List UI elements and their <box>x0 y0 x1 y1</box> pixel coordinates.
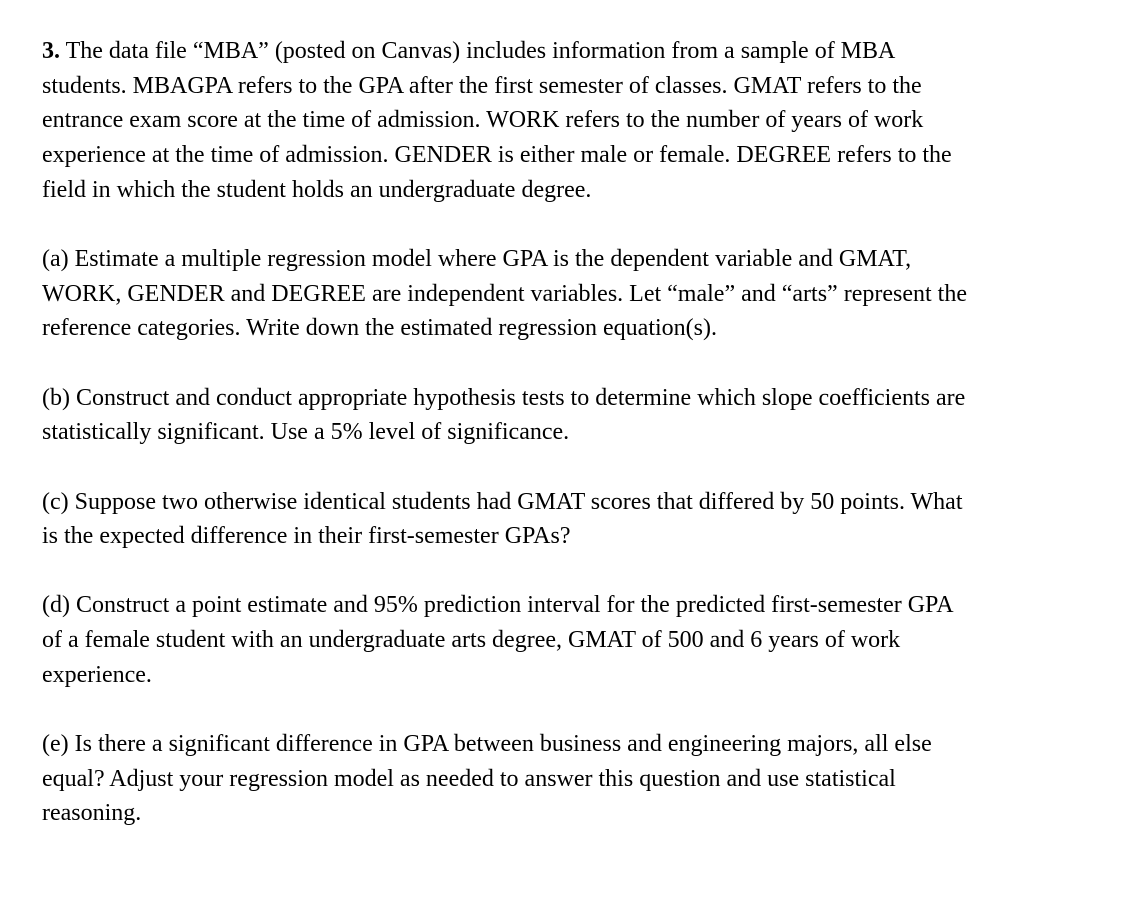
intro-line-4: experience at the time of admission. GENDER is either male or female. DEGREE refers to the <box>42 142 952 169</box>
part-c-line-1: (c) Suppose two otherwise identical students had GMAT scores that differed by 50 points. What <box>42 488 963 515</box>
part-c <box>42 485 1102 554</box>
part-d-line-1: (d) Construct a point estimate and 95% prediction interval for the predicted first-semester GPA <box>42 592 954 619</box>
question-intro <box>42 34 1102 208</box>
part-a <box>42 242 1102 346</box>
part-b-line-2: statistically significant. Use a 5% level of significance. <box>42 419 570 446</box>
part-a-line-2: WORK, GENDER and DEGREE are independent variables. Let “male” and “arts” represent the <box>42 280 967 307</box>
part-a-line-3: reference categories. Write down the estimated regression equation(s). <box>42 315 717 342</box>
part-b-line-1: (b) Construct and conduct appropriate hypothesis tests to determine which slope coefficients are <box>42 384 966 411</box>
document-body <box>42 34 1102 831</box>
part-a-line-1: (a) Estimate a multiple regression model where GPA is the dependent variable and GMAT, <box>42 246 912 273</box>
intro-line-1 <box>42 34 1102 69</box>
part-e-line-2: equal? Adjust your regression model as needed to answer this question and use statistical <box>42 765 896 792</box>
intro-line-3: entrance exam score at the time of admission. WORK refers to the number of years of work <box>42 107 924 134</box>
part-d <box>42 588 1102 692</box>
part-e <box>42 727 1102 831</box>
intro-line-1-text: The data file “MBA” (posted on Canvas) includes information from a sample of MBA <box>60 38 896 64</box>
intro-line-2: students. MBAGPA refers to the GPA after the first semester of classes. GMAT refers to the <box>42 72 922 99</box>
question-number: 3. <box>42 38 60 64</box>
part-e-line-1: (e) Is there a significant difference in GPA between business and engineering majors, all else <box>42 731 932 758</box>
intro-line-5: field in which the student holds an undergraduate degree. <box>42 176 592 203</box>
part-c-line-2: is the expected difference in their first-semester GPAs? <box>42 523 571 550</box>
part-e-line-3: reasoning. <box>42 800 142 827</box>
part-b <box>42 381 1102 450</box>
part-d-line-3: experience. <box>42 661 152 688</box>
part-d-line-2: of a female student with an undergraduate arts degree, GMAT of 500 and 6 years of work <box>42 627 901 654</box>
